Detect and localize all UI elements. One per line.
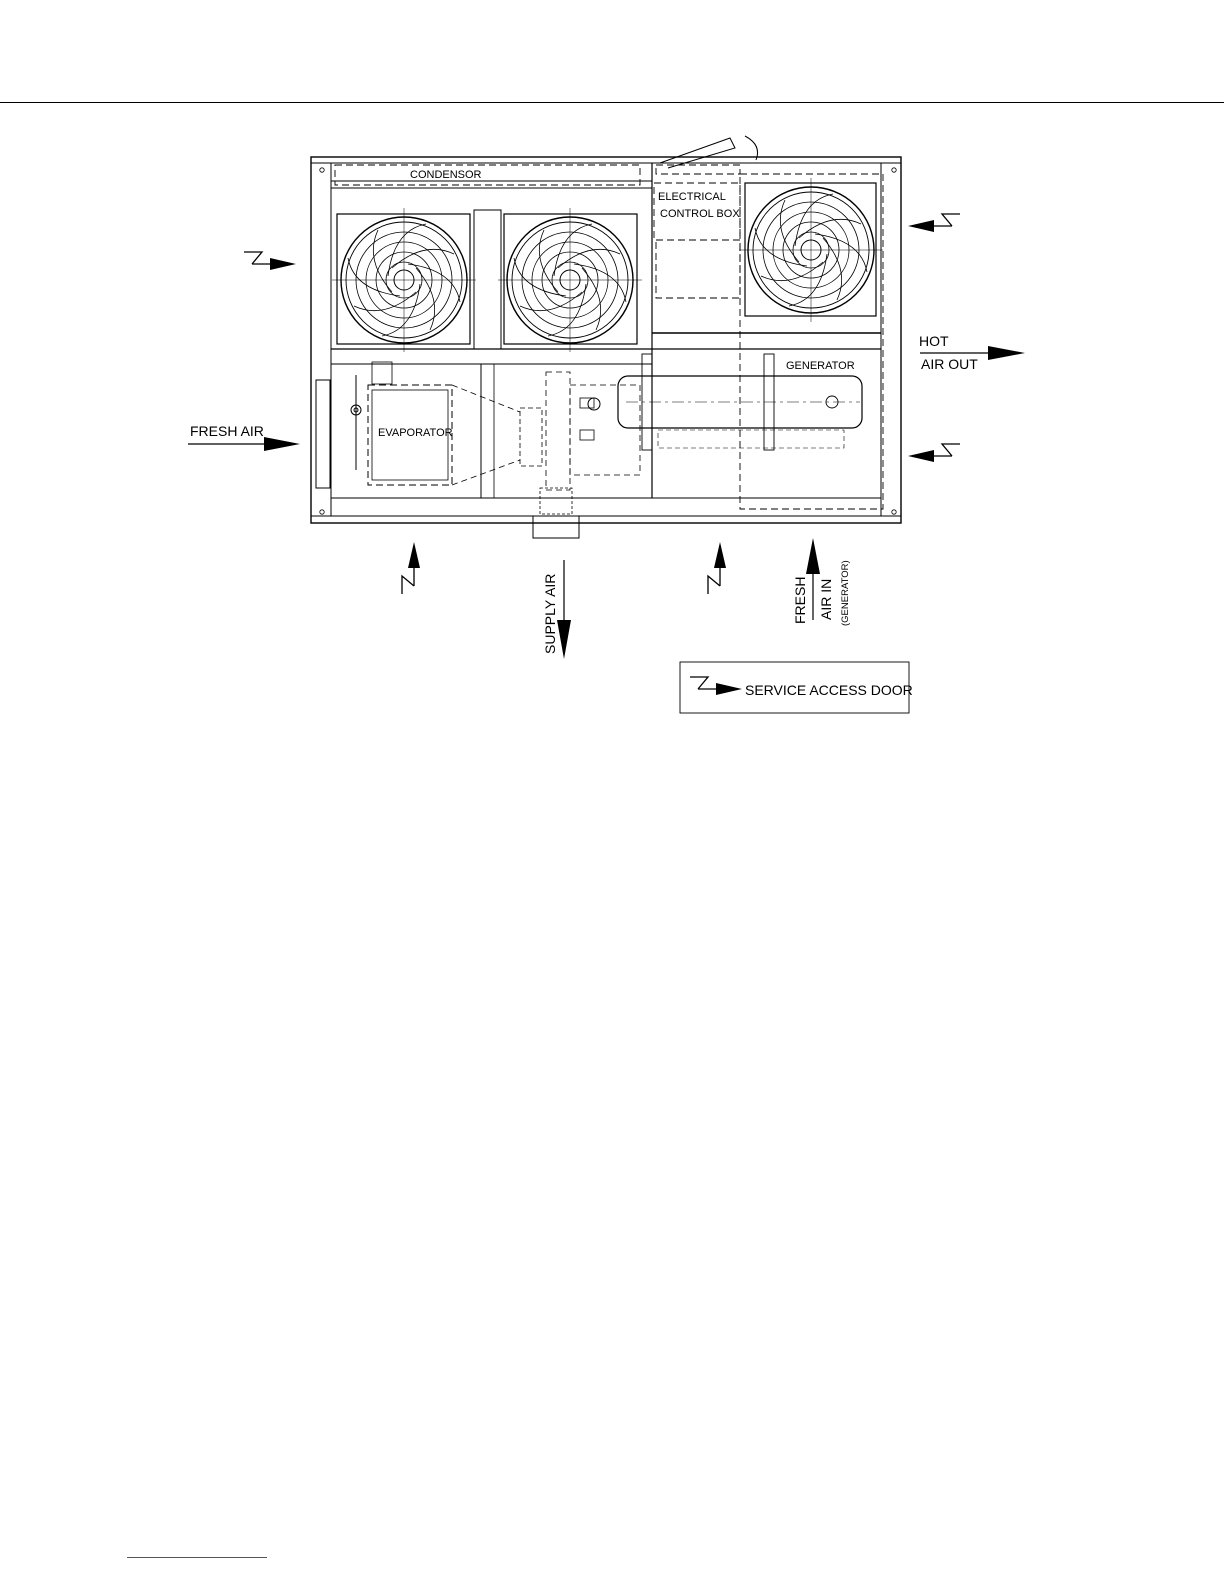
electrical-control-box xyxy=(654,174,883,509)
supply-air-arrow xyxy=(557,560,571,659)
generator-fan xyxy=(739,178,883,322)
access-door-arrow-bottom-right xyxy=(708,542,726,594)
fresh-label: FRESH xyxy=(792,576,808,624)
hot-label: HOT xyxy=(919,333,949,349)
generator-label: GENERATOR xyxy=(786,360,855,372)
condensor-label: CONDENSOR xyxy=(410,169,482,181)
electrical-label: ELECTRICAL xyxy=(658,191,726,203)
access-door-arrow-right-top xyxy=(908,214,960,232)
supply-air-label: SUPPLY AIR xyxy=(542,573,558,654)
footer-link-rule[interactable] xyxy=(127,1557,267,1558)
service-access-door-icon xyxy=(690,677,742,695)
evaporator xyxy=(351,362,520,485)
access-door-arrow-right-bottom xyxy=(908,444,960,462)
legend-label: SERVICE ACCESS DOOR xyxy=(745,682,913,698)
air-in-label: AIR IN xyxy=(818,578,834,620)
fan-divider-panel xyxy=(474,210,501,349)
access-door-arrow-left-top xyxy=(244,252,296,270)
generator-note-label: (GENERATOR) xyxy=(840,560,851,626)
legend-box xyxy=(680,662,913,713)
air-out-label: AIR OUT xyxy=(921,356,978,372)
access-door-arrow-bottom-left xyxy=(402,542,420,594)
fresh-air-arrow xyxy=(188,437,300,451)
evaporator-label: EVAPORATOR xyxy=(378,427,453,439)
blower-assembly xyxy=(520,372,640,538)
fresh-air-label: FRESH AIR xyxy=(190,423,264,439)
condenser-fan-center xyxy=(498,208,642,352)
control-box-label: CONTROL BOX xyxy=(660,208,740,220)
condensor-outline xyxy=(335,165,740,185)
condenser-fan-left xyxy=(332,208,476,352)
